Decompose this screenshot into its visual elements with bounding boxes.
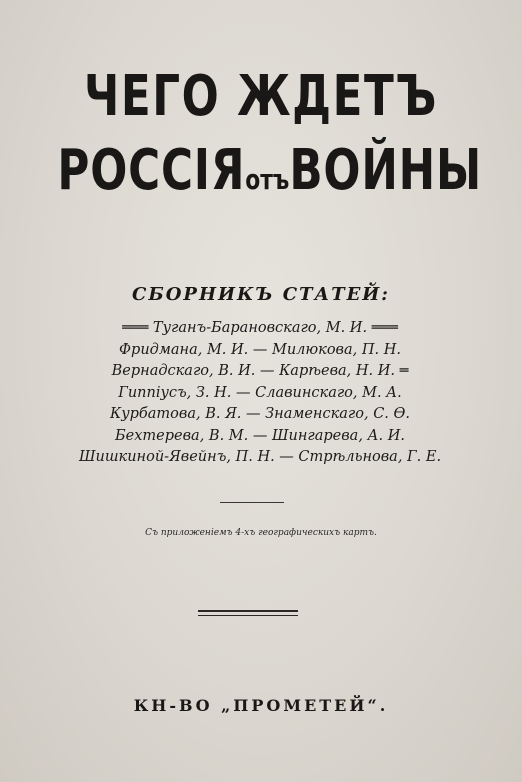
author-line: Фридмана, М. И. — Милюкова, П. Н. bbox=[119, 341, 401, 358]
maps-note: Съ приложеніемъ 4-хъ географическихъ картъ. bbox=[145, 528, 377, 538]
title-word-ot: отъ bbox=[245, 163, 290, 196]
author-line: Шишкиной-Явейнъ, П. Н. — Стрѣльнова, Г. Е. bbox=[78, 449, 442, 465]
author-line: Бехтерева, В. М. — Шингарева, А. И. bbox=[115, 427, 405, 444]
author-line: Курбатова, В. Я. — Знаменскаго, С. Ѳ. bbox=[110, 406, 410, 422]
subtitle: СБОРНИКЪ СТАТЕЙ: bbox=[132, 284, 390, 305]
divider-rule bbox=[220, 502, 284, 503]
authors-list bbox=[60, 318, 460, 469]
double-divider-rule bbox=[198, 610, 298, 616]
title-line-1: ЧЕГО ЖДЕТЪ bbox=[84, 64, 438, 129]
publisher-imprint: КН-ВО „ПРОМЕТЕЙ“. bbox=[133, 696, 389, 715]
author-line: Гиппіусъ, З. Н. — Славинскаго, М. А. bbox=[118, 384, 402, 401]
title-word-voyny: ВОЙНЫ bbox=[289, 138, 483, 203]
author-line: Вернадскаго, В. И. — Карѣева, Н. И. ═ bbox=[111, 363, 409, 379]
title-line-2 bbox=[57, 136, 483, 215]
title-word-russia: РОССІЯ bbox=[57, 138, 246, 203]
author-line: ═══ Туганъ-Барановскаго, М. И. ═══ bbox=[122, 320, 398, 336]
